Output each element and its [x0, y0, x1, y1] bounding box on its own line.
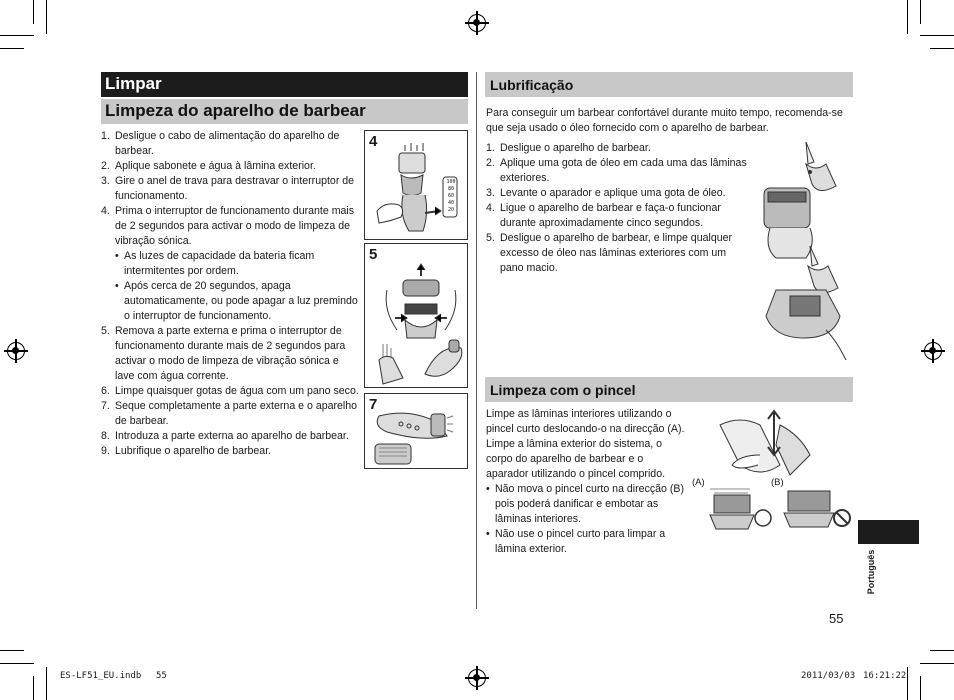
brush-cleaning-illustration: [690, 405, 856, 545]
battery-level-labels: 100 80 60 40 20: [446, 179, 456, 213]
figure-number: 7: [369, 396, 378, 413]
page-number: 55: [829, 611, 844, 626]
figure-number: 5: [369, 246, 378, 263]
label-a: (A): [692, 477, 705, 488]
bullet-item: • Não mova o pincel curto na direcção (B) pois poderá danificar e embotar as lâminas interiores.: [486, 482, 686, 527]
list-item: 3. Levante o aparador e aplique uma gota de óleo.: [486, 187, 726, 199]
section-title: Limpar: [101, 72, 468, 97]
list-item: 4. Prima o interruptor de funcionamento durante mais de 2 segundos para activar o modo de limpeza de vibração sónica. • As luzes de capacidade da bateria ficam intermitentes por ordem. • Após cerca de 20 segundos, apaga automaticamente, ou pode apagar a luz premindo o interruptor de funcionamento.: [101, 204, 359, 324]
registration-mark-right: [924, 342, 942, 360]
list-item: 7. Seque completamente a parte externa e o aparelho de barbear.: [101, 400, 358, 427]
list-item: 2. Aplique sabonete e água à lâmina exterior.: [101, 160, 316, 172]
footer-file-page: 55: [156, 671, 167, 681]
list-item: 5. Remova a parte externa e prima o interruptor de funcionamento durante mais de 2 segundos para activar o modo de limpeza de vibração sónica e lave com água corrente.: [101, 325, 346, 382]
remove-outer-part-and-rinse-illustration: [365, 244, 468, 388]
registration-mark-bottom: [468, 669, 486, 687]
list-item: 4. Ligue o aparelho de barbear e faça-o funcionar durante aproximadamente cinco segundos.: [486, 202, 721, 229]
brush-heading: Limpeza com o pincel: [485, 377, 853, 402]
brush-paragraph-a: Limpe as lâminas interiores utilizando o pincel curto deslocando-o na direcção (A).: [486, 408, 685, 435]
oil-application-illustration: [756, 140, 856, 362]
list-item: 8. Introduza a parte externa ao aparelho de barbear.: [101, 430, 349, 442]
brush-paragraph-b: Limpe a lâmina exterior do sistema, o corpo do aparelho de barbear e o aparador utilizando o pincel comprido.: [486, 438, 666, 480]
list-item: 9. Lubrifique o aparelho de barbear.: [101, 445, 272, 457]
cleaning-steps: [101, 129, 359, 459]
figure-5: [364, 243, 468, 388]
lubrication-intro: Para conseguir um barbear confortável durante muito tempo, recomenda-se que seja usado o óleo fornecido com o aparelho de barbear.: [486, 107, 843, 134]
figure-4: [364, 130, 468, 240]
list-item: 2. Aplique uma gota de óleo em cada uma das lâminas exteriores.: [486, 157, 747, 184]
bullet-item: • Após cerca de 20 segundos, apaga automaticamente, ou pode apagar a luz premindo o interruptor de funcionamento.: [115, 279, 359, 324]
list-item: 1. Desligue o aparelho de barbear.: [486, 142, 651, 154]
registration-mark-left: [7, 342, 25, 360]
footer-filename: ES-LF51_EU.indb: [60, 671, 142, 681]
lubrication-steps: [486, 141, 750, 276]
registration-mark-top: [468, 14, 486, 32]
bullet-item: • As luzes de capacidade da bateria ficam intermitentes por ordem.: [115, 249, 359, 279]
lubrication-heading: Lubrificação: [485, 72, 853, 97]
section-subtitle: Limpeza do aparelho de barbear: [101, 99, 468, 124]
list-item: 5. Desligue o aparelho de barbear, e limpe qualquer excesso de óleo nas lâminas exteriores com um pano macio.: [486, 232, 733, 274]
label-b: (B): [771, 477, 784, 488]
brush-text: [486, 407, 686, 557]
language-label: Português: [866, 549, 876, 595]
footer-date: 2011/03/03: [801, 671, 856, 681]
list-item: 3. Gire o anel de trava para destravar o interruptor de funcionamento.: [101, 175, 355, 202]
column-divider: [476, 72, 477, 609]
figure-number: 4: [369, 133, 378, 150]
figure-7: [364, 393, 468, 469]
footer-time: 16:21:22: [863, 671, 907, 681]
list-item: 6. Limpe quaisquer gotas de água com um pano seco.: [101, 385, 359, 397]
bullet-item: • Não use o pincel curto para limpar a lâmina exterior.: [486, 527, 686, 557]
list-item: 1. Desligue o cabo de alimentação do aparelho de barbear.: [101, 130, 340, 157]
dry-shaver-illustration: [365, 394, 468, 469]
